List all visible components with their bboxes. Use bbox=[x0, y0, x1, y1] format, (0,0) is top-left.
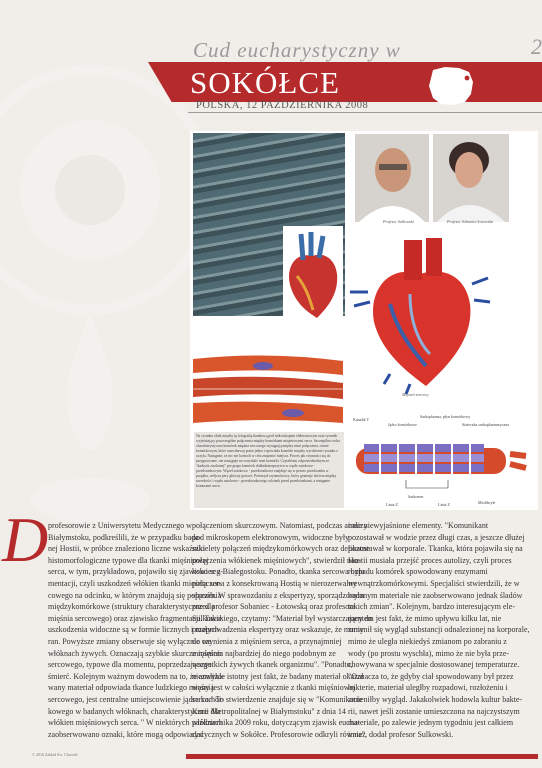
text-line: października 2009 roku, dotyczącym zjawisk eucha- bbox=[192, 718, 360, 728]
sarcomere-diagram bbox=[350, 408, 538, 506]
text-line: międzykomórkowe (struktury charakterystyczne dla bbox=[48, 602, 215, 612]
poland-map-icon bbox=[425, 64, 477, 108]
text-line: bakterie, materiał uległby rozpadowi, rozłożeniu i bbox=[348, 683, 508, 693]
text-line: Kurii Metropolitalnej w Białymstoku" z dnia 14 bbox=[192, 706, 346, 716]
text-line: serca, w tym, przykładowo, pojawiło się zjawisko seg- bbox=[48, 567, 224, 577]
text-line: serca." To stwierdzenie znajduje się w "Komunikacie bbox=[192, 694, 363, 704]
text-line: inna", dodał profesor Sulkowski. bbox=[348, 729, 454, 739]
label-kanalik: Kanalik T bbox=[353, 417, 370, 422]
text-line: badanym materiale nie zaobserwowano jednak śladów bbox=[348, 590, 523, 600]
text-line: połączenia włókienek mięśniowych", stwierdził nau- bbox=[192, 555, 362, 565]
text-line: nej Hostii, w próbce znaleziono liczne wskaźniki bbox=[48, 544, 206, 554]
text-line: histomorfologiczne typowe dla tkanki mięśniowej bbox=[48, 555, 209, 565]
text-line: szkielety połączeń międzykomórkowych oraz delikatne bbox=[192, 544, 370, 554]
text-line: cowego na odcinku, w którym znajdują się połączenia bbox=[48, 590, 222, 600]
text-line: mięśniem najbardziej do niego podobnym ze bbox=[192, 648, 336, 658]
text-line: pod mikroskopem elektronowym, widoczne były bbox=[192, 532, 350, 542]
heart-illustration-small bbox=[283, 226, 343, 326]
label-siateczka: Siateczka sarkoplazmatyczna bbox=[462, 422, 509, 427]
page-number: 2 bbox=[531, 34, 542, 59]
text-line: takich zmian". Kolejnym, bardzo interesującym ele- bbox=[348, 602, 515, 612]
header-subtitle: Cud eucharystyczny w bbox=[193, 38, 401, 62]
text-line: Sulkowskiego, czytamy: "Materiał był wystarczający do bbox=[192, 613, 373, 623]
photo-professor-sulkowski bbox=[355, 134, 429, 222]
text-line: chowywana w specjalnie dostosowanej temperaturze. bbox=[348, 660, 520, 670]
text-line: sercowego, jest centralne umiejscowienie jądra komór- bbox=[48, 694, 225, 704]
text-line: mentem jest fakt, że mimo upływu kilku lat, nie bbox=[348, 613, 502, 623]
label-sarkomer: Sarkomer bbox=[408, 494, 424, 499]
text-line: sposób. W sprawozdaniu z ekspertyzy, sporządzonym bbox=[192, 590, 365, 600]
footer-copyright: © 2016 Zakład Sw. Chrzciel bbox=[32, 752, 78, 757]
label-jadro: Jądro komórkowe bbox=[388, 422, 417, 427]
heart-caption: Mięsień sercowy bbox=[402, 392, 429, 397]
label-linia-z-1: Linia Z bbox=[386, 502, 398, 507]
footer-bar bbox=[186, 754, 538, 759]
text-line: wody (po prostu wyschła), mimo że nie była prze- bbox=[348, 648, 510, 658]
text-column-1 bbox=[36, 520, 225, 740]
text-line: niezwykle istotny jest fakt, że badany materiał okazał bbox=[192, 671, 364, 681]
monstrance-watermark bbox=[0, 40, 206, 560]
text-line: przez profesor Sobaniec - Łotowską oraz profesora bbox=[192, 602, 356, 612]
figure-caption: Na rysunku obok między tę fotografię tkankową pod mikroskopem elektronowym oraz rysunek wyjaśniający poszczególne połączenia między komórkami mięśniowymi serca. Szczególna cecha charakterystyczna komórek mięśnia sercowego występują między nimi połączenia, rosnie komórkowym, które nazwibawuj przez jedna i opowiada komórki między wyrobienie rysunku z uczyla. Następnie, że nic nie kontroli w celu znajomić miejsca. Proces jak czynności się do przygotowane, nie następuje na wszystkie inne komórki. Czytaliśmy odpowiedzialnym za “kadrysk ziszlomej” pre grupa komórek dokładniereprzytvn w węzłe zatokowe - przedsionkowym. Węzeł zatokowo - przedsionkowe znajduje się w pewno przedsionku w prządku, weljcza pery główny gotowe. Potencjał czynnościowy, który generuje dociera między szerokości i węzła zatokowo - przedsionkowego odcinek przed przedsionkami, a następnie komorami serca. bbox=[194, 432, 344, 508]
text-line: przeprowadzenia ekspertyzy oraz wskazuje, że mamy bbox=[192, 625, 364, 635]
text-line: połączona z konsekrowaną Hostią w nierozerwalny bbox=[192, 578, 357, 588]
text-line: uszkodzenia widoczne są w formie licznych i małych bbox=[48, 625, 219, 635]
text-line: włóknach żywych. Oznaczają szybkie skurcze mięśnia bbox=[48, 648, 224, 658]
photo1-caption: Profesor Sulkowski bbox=[383, 219, 414, 224]
text-line: wany materiał odpowiada tkance ludzkiego mięśnia bbox=[48, 683, 214, 693]
label-sarkoplazma: Sarkoplazma, płyn komórkowy bbox=[420, 414, 471, 419]
text-line: rii, nawet jeśli zostanie umieszczona na najczystszym bbox=[348, 706, 520, 716]
text-line: wszystkich żywych tkanek organizmu". "Ponadto, bbox=[192, 660, 353, 670]
text-line: inne niewyjaśnione elementy. "Komunikant bbox=[348, 521, 489, 530]
text-line: wewnątrzkomórkowymi. Specjaliści stwierdzili, że w bbox=[348, 578, 520, 588]
photo-professor-sobaniec bbox=[433, 134, 509, 222]
text-line: wany jest w całości wyłącznie z tkanki mięśniowej bbox=[192, 683, 356, 693]
photo2-caption: Profesor Sobaniec-Łotowska bbox=[447, 219, 494, 224]
text-line: połączeniom skurczowym. Natomiast, podczas analizy bbox=[192, 521, 368, 530]
label-linia-z-2: Linia Z bbox=[438, 502, 450, 507]
text-line: rozpadu komórek spowodowany enzymami bbox=[348, 567, 488, 577]
text-line: mimo że uległa niekiedyś zmianom po zabraniu z bbox=[348, 636, 507, 646]
text-line: kowiec z Białegostoku. Ponadto, tkanka sercowa była bbox=[192, 567, 365, 577]
divider bbox=[188, 112, 542, 113]
text-line: śmierć. Kolejnym ważnym dowodem na to, że analizo- bbox=[48, 671, 225, 681]
page-title: SOKÓŁCE bbox=[190, 65, 340, 100]
text-line: włókien mięśniowych serca. " W niektórych włóknach bbox=[48, 718, 223, 728]
text-line: Białymstoku, podkreślili, że w przypadku bada- bbox=[48, 532, 202, 542]
text-line: profesorowie z Uniwersytetu Medycznego w bbox=[48, 521, 192, 530]
text-line: rystycznych w Sokółce. Profesorowie odkryli również bbox=[192, 729, 366, 739]
dropcap-letter: D bbox=[2, 504, 49, 575]
text-line: mięśnia sercowego) oraz zjawisko fragmentacji. Takie bbox=[48, 613, 222, 623]
text-line: zaobserwowano oznaki, które mogą odpowiadać bbox=[48, 729, 204, 739]
text-column-3 bbox=[348, 520, 530, 740]
text-line: ran. Powyższe zmiany obserwuje się wyłącznie we bbox=[48, 636, 212, 646]
text-line: sercowego, typowe dla momentu, poprzedzającego bbox=[48, 660, 212, 670]
muscle-fibers-illustration bbox=[193, 349, 343, 429]
text-line: do czynienia z mięśniem serca, a przynajmniej bbox=[192, 636, 342, 646]
label-miofibryle: Miofibryle bbox=[478, 500, 496, 505]
text-line: "Oznacza to, że gdyby ciał spowodowany był przez bbox=[348, 671, 514, 681]
text-line: zmienił się wygląd substancji odnalezionej na korporale, bbox=[348, 625, 530, 635]
heart-illustration-large bbox=[350, 234, 490, 396]
text-line: zmieniłby wygląd. Jakakolwiek hodowla kultur bakte- bbox=[348, 694, 523, 704]
text-line: kowego w badanych włóknach, charakterystyczne dla bbox=[48, 706, 221, 716]
text-line: materiale, po zalewie jednym tygodniu jest całkiem bbox=[348, 718, 514, 728]
text-column-2 bbox=[192, 520, 373, 740]
date-line: POLSKA, 12 PAŹDZIERNIKA 2008 bbox=[196, 100, 369, 111]
text-line: Hostii musiała przejść proces autolizy, czyli proces bbox=[348, 555, 512, 565]
text-line: pozostawał w wodzie przez długi czas, a jeszcze dłużej bbox=[348, 532, 525, 542]
text-line: pozostawał w korporale. Tkanka, która pojawiła się na bbox=[348, 544, 523, 554]
text-line: mentacji, czyli uszkodzeń włókien tkanki mięśnia ser- bbox=[48, 578, 222, 588]
